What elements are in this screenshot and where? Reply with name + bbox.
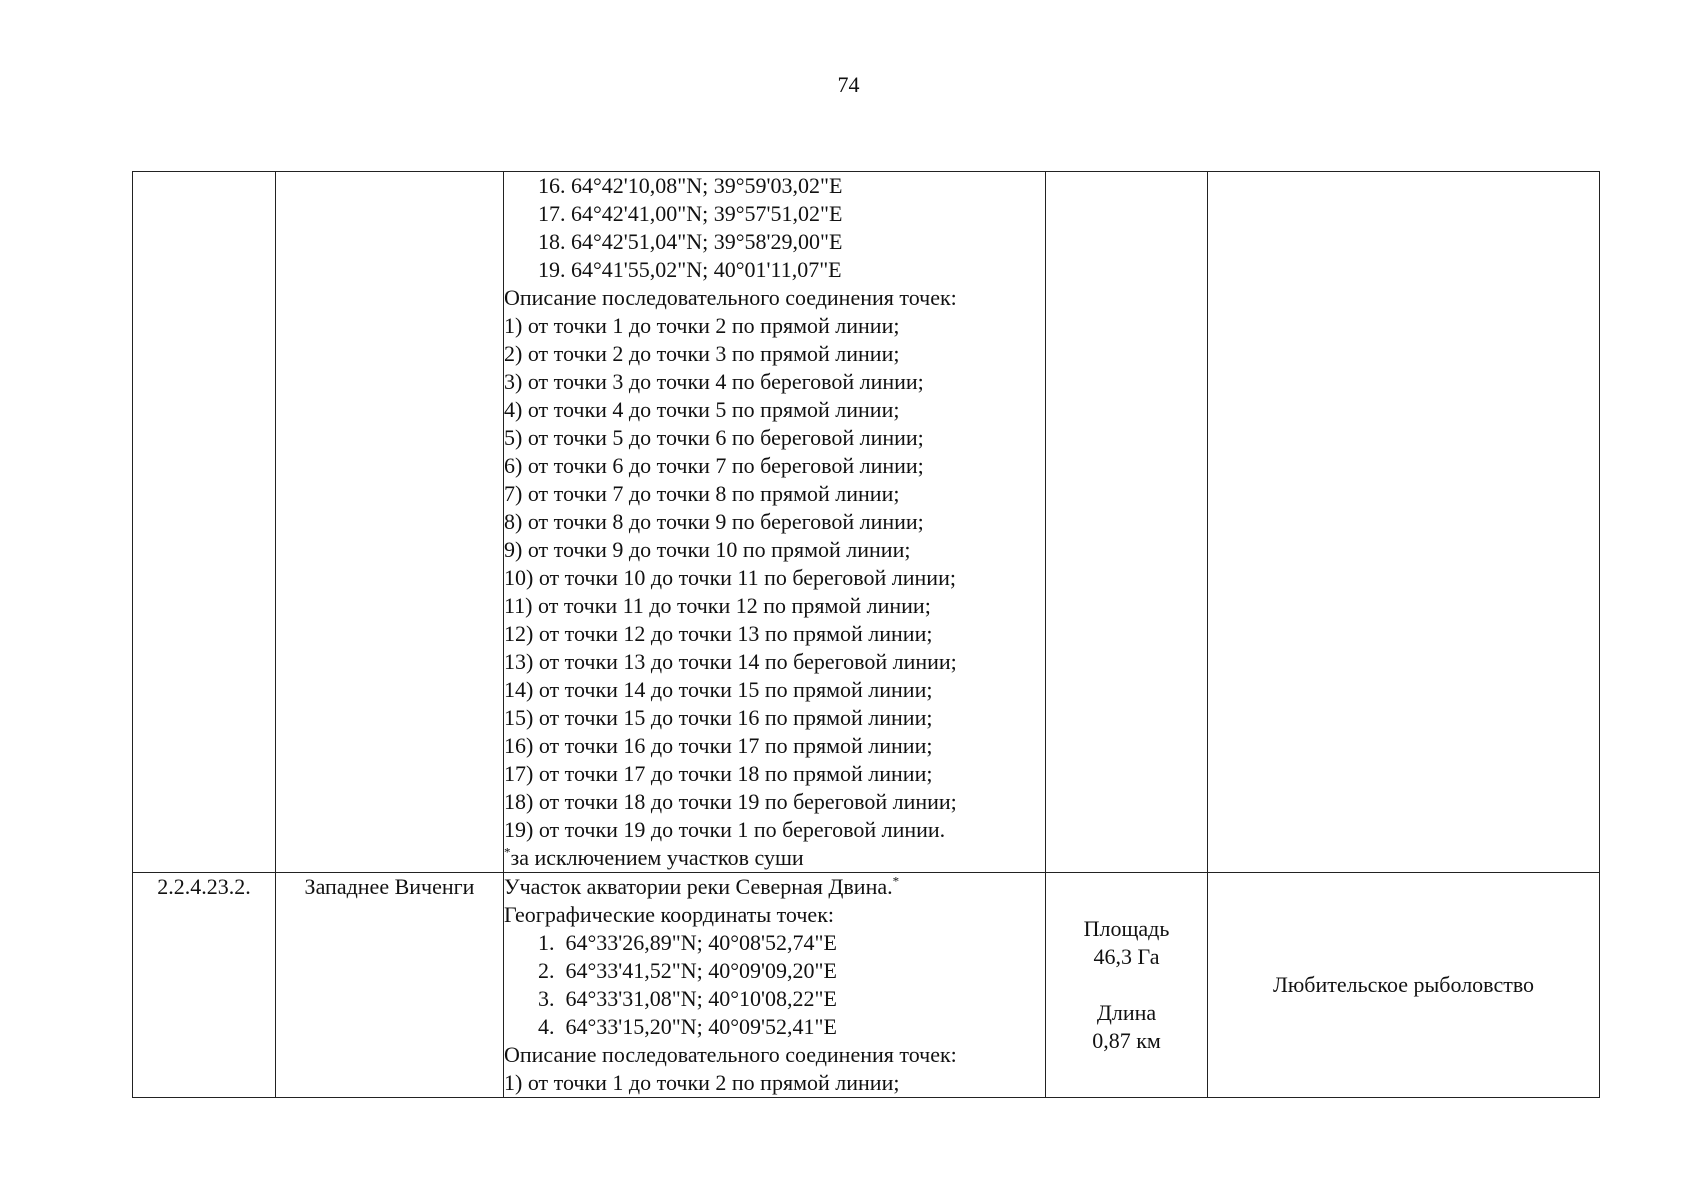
area-title-mark: * [892, 873, 900, 889]
connection-line: 4) от точки 4 до точки 5 по прямой линии; [504, 397, 900, 422]
area-title [504, 873, 1045, 901]
connection-line: 6) от точки 6 до точки 7 по береговой линии; [504, 453, 924, 478]
connection-line: 14) от точки 14 до точки 15 по прямой линии; [504, 677, 933, 702]
coord-line: 19. 64°41'55,02"N; 40°01'11,07"E [538, 257, 842, 282]
coord-line: 16. 64°42'10,08"N; 39°59'03,02"E [538, 173, 843, 198]
table-row-continued [133, 172, 1600, 873]
length-label: Длина [1096, 1000, 1157, 1025]
area-label: Площадь [1083, 916, 1170, 941]
connection-line: 10) от точки 10 до точки 11 по береговой линии; [504, 565, 956, 590]
area-value: 46,3 Га [1093, 944, 1160, 969]
connection-line: 9) от точки 9 до точки 10 по прямой линии; [504, 537, 911, 562]
connection-line: 1) от точки 1 до точки 2 по прямой линии; [504, 1070, 900, 1095]
footnote-mark: * [504, 844, 511, 860]
connection-line: 2) от точки 2 до точки 3 по прямой линии; [504, 341, 900, 366]
area-title-text: Участок акватории реки Северная Двина. [504, 874, 893, 899]
cell-size-empty [1046, 172, 1208, 873]
cell-size [1046, 873, 1208, 1098]
coord-line: 17. 64°42'41,00"N; 39°57'51,02"E [538, 201, 843, 226]
footnote-text: за исключением участков суши [510, 845, 804, 870]
cell-number-empty [133, 172, 276, 873]
connection-line: 19) от точки 19 до точки 1 по береговой линии. [504, 817, 946, 842]
cell-name-empty [276, 172, 504, 873]
connection-line: 5) от точки 5 до точки 6 по береговой линии; [504, 425, 924, 450]
connection-line: 17) от точки 17 до точки 18 по прямой линии; [504, 761, 933, 786]
connection-title: Описание последовательного соединения точек: [504, 285, 957, 310]
connection-title: Описание последовательного соединения точек: [504, 1042, 957, 1067]
connection-line: 16) от точки 16 до точки 17 по прямой линии; [504, 733, 933, 758]
usage-type: Любительское рыболовство [1272, 972, 1535, 997]
connection-line: 3) от точки 3 до точки 4 по береговой линии; [504, 369, 924, 394]
cell-description [504, 873, 1046, 1098]
coord-line: 2. 64°33'41,52"N; 40°09'09,20"E [538, 958, 837, 983]
connection-line: 15) от точки 15 до точки 16 по прямой линии; [504, 705, 933, 730]
cell-usage-empty [1208, 172, 1600, 873]
length-value: 0,87 км [1092, 1028, 1161, 1053]
coord-line: 1. 64°33'26,89"N; 40°08'52,74"E [538, 930, 837, 955]
fishing-areas-table [132, 171, 1600, 1098]
cell-number [133, 873, 276, 1098]
page-number: 74 [837, 72, 860, 97]
area-name: Западнее Виченги [304, 874, 475, 899]
connection-line: 1) от точки 1 до точки 2 по прямой линии; [504, 313, 900, 338]
connection-line: 18) от точки 18 до точки 19 по береговой линии; [504, 789, 957, 814]
cell-description [504, 172, 1046, 873]
connection-line: 11) от точки 11 до точки 12 по прямой линии; [504, 593, 931, 618]
coords-title: Географические координаты точек: [504, 902, 834, 927]
connection-line: 8) от точки 8 до точки 9 по береговой линии; [504, 509, 924, 534]
table-row-2-2-4-23-2 [133, 873, 1600, 1098]
coord-line: 4. 64°33'15,20"N; 40°09'52,41"E [538, 1014, 837, 1039]
cell-usage [1208, 873, 1600, 1098]
connection-line: 12) от точки 12 до точки 13 по прямой линии; [504, 621, 933, 646]
cell-name [276, 873, 504, 1098]
connection-line: 13) от точки 13 до точки 14 по береговой линии; [504, 649, 957, 674]
footnote [504, 844, 1045, 872]
coord-line: 3. 64°33'31,08"N; 40°10'08,22"E [538, 986, 837, 1011]
coord-line: 18. 64°42'51,04"N; 39°58'29,00"E [538, 229, 843, 254]
connection-line: 7) от точки 7 до точки 8 по прямой линии; [504, 481, 900, 506]
area-number: 2.2.4.23.2. [157, 874, 251, 899]
